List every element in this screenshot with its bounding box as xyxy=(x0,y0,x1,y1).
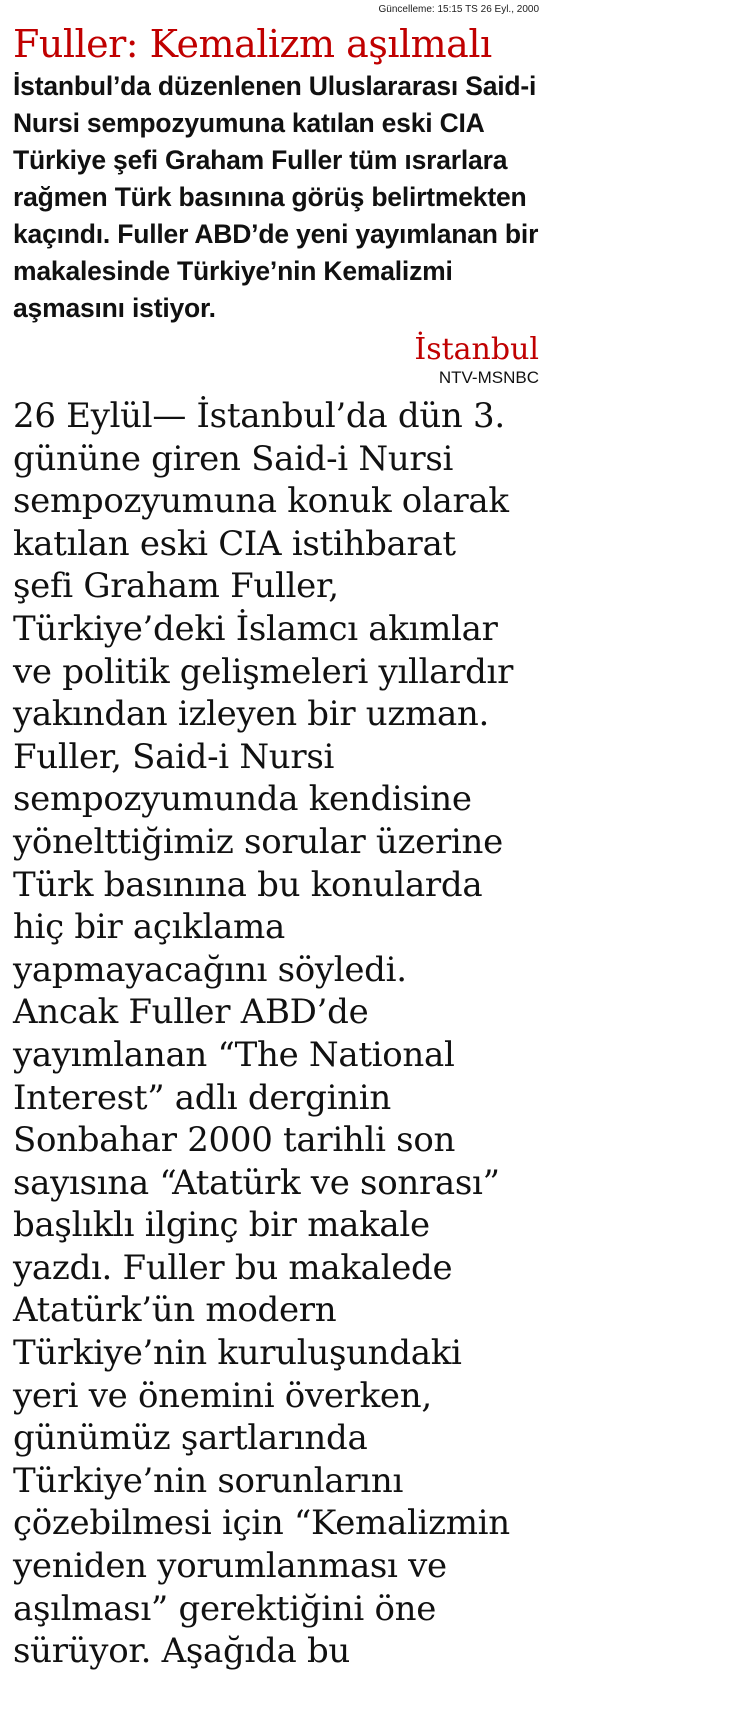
body-line: yeri ve önemini överken, xyxy=(13,1375,432,1416)
body-line: yakından izleyen bir uzman. xyxy=(13,694,490,735)
body-line: yayımlanan “The National xyxy=(13,1034,455,1075)
body-line: Ancak Fuller ABD’de xyxy=(13,992,369,1033)
body-line: Türkiye’deki İslamcı akımlar xyxy=(13,608,498,649)
body-line: yapmayacağını söyledi. xyxy=(13,949,407,990)
body-line: ve politik gelişmeleri yıllardır xyxy=(13,651,514,692)
article-body xyxy=(13,395,539,1673)
article-headline: Fuller: Kemalizm aşılmalı xyxy=(13,22,492,66)
body-line: şefi Graham Fuller, xyxy=(13,566,339,607)
body-line: sempozyumunda kendisine xyxy=(13,779,472,820)
body-line: Fuller, Said-i Nursi xyxy=(13,736,335,777)
body-line: başlıklı ilginç bir makale xyxy=(13,1205,430,1246)
dateline-source: NTV-MSNBC xyxy=(438,368,539,387)
body-line: yeniden yorumlanması ve xyxy=(13,1546,447,1587)
dateline-city: İstanbul xyxy=(414,332,539,367)
body-line: sempozyumuna konuk olarak xyxy=(13,481,509,522)
body-line: aşılması” gerektiğini öne xyxy=(13,1588,437,1629)
body-line: gününe giren Said-i Nursi xyxy=(13,438,454,479)
dateline xyxy=(13,333,539,389)
article-summary: İstanbul’da düzenlenen Uluslararası Said-i Nursi sempozyumuna katılan eski CIA Türkiye şefi Graham Fuller tüm ısrarlara rağmen Türk basınına görüş belirtmekten kaçındı. Fuller ABD’de yeni yayımlanan bir makalesinde Türkiye’nin Kemalizmi aşmasını istiyor. xyxy=(13,71,539,323)
body-line: Interest” adlı derginin xyxy=(13,1077,391,1118)
body-line: çözebilmesi için “Kemalizmin xyxy=(13,1503,510,1544)
body-line: Türkiye’nin sorunlarını xyxy=(13,1460,404,1501)
body-line: hiç bir açıklama xyxy=(13,907,285,948)
body-line: yönelttiğimiz sorular üzerine xyxy=(13,821,503,862)
article xyxy=(13,0,539,1673)
body-line: katılan eski CIA istihbarat xyxy=(13,523,456,564)
body-line: Sonbahar 2000 tarihli son xyxy=(13,1120,456,1161)
body-line: sürüyor. Aşağıda bu xyxy=(13,1631,351,1672)
body-line: Türk basınına bu konularda xyxy=(13,864,483,905)
body-line: sayısına “Atatürk ve sonrası” xyxy=(13,1162,500,1203)
body-line: 26 Eylül— İstanbul’da dün 3. xyxy=(13,396,505,436)
body-line: Türkiye’nin kuruluşundaki xyxy=(13,1333,462,1374)
body-line: yazdı. Fuller bu makalede xyxy=(13,1247,453,1288)
body-line: Atatürk’ün modern xyxy=(13,1290,337,1331)
body-line: günümüz şartlarında xyxy=(13,1418,368,1459)
update-timestamp: Güncelleme: 15:15 TS 26 Eyl., 2000 xyxy=(378,4,539,15)
